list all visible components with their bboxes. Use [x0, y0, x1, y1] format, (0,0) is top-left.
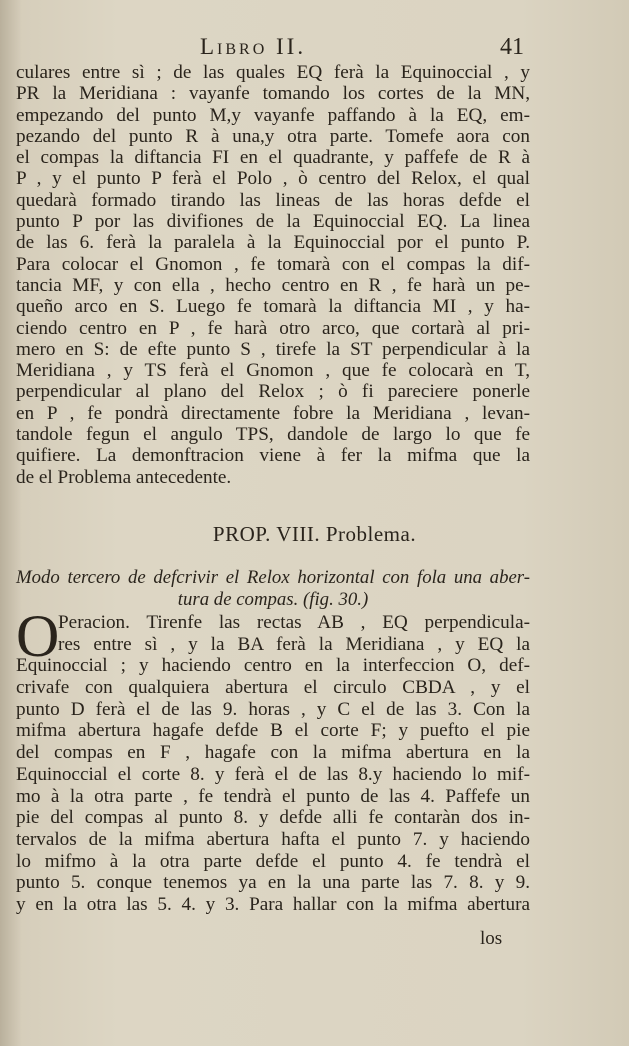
text-line: el compas la diftancia FI en el quadrante, y paffefe de R à	[16, 147, 530, 169]
text-line: lo mifmo à la otra parte defde el punto 4. fe tendrà el	[16, 850, 530, 872]
drop-cap: O	[16, 603, 60, 669]
text-line: mo à la otra parte , fe tendrà el punto de las 4. Paffefe un	[16, 785, 530, 807]
running-head: Libro II.	[200, 34, 307, 59]
text-line: crivafe con qualquiera abertura el circulo CBDA , y el	[16, 677, 530, 699]
text-line: Para colocar el Gnomon , fe tomarà con el compas la dif-	[16, 253, 530, 275]
text-line: Equinoccial el corte 8. y ferà el de las 8.y haciendo lo mif-	[16, 763, 530, 785]
page-number: 41	[500, 34, 524, 60]
subtitle-line: tura de compas. (fig. 30.)	[177, 589, 369, 610]
text-line: de las 6. ferà la paralela à la Equinoccial por el punto P.	[16, 232, 530, 254]
text-line: del compas en F , hagafe con la mifma abertura en la	[16, 742, 530, 764]
paragraph-2	[16, 603, 530, 916]
text-line: quedarà formado tirando las lineas de las horas defde el	[16, 189, 530, 211]
text-line: ciendo centro en P , fe harà otro arco, que cortarà al pri-	[16, 317, 530, 339]
paragraph-1	[16, 62, 530, 488]
text-line: de el Problema antecedente.	[16, 466, 232, 488]
text-line: queño arco en S. Luego fe tomarà la diftancia MI , y ha-	[16, 296, 530, 318]
text-line: punto D ferà el de las 9. horas , y C el de las 3. Con la	[16, 698, 530, 720]
text-line: PR la Meridiana : vayanfe tomando los cortes de la MN,	[16, 83, 530, 105]
text-line: mero en S: de efte punto S , tirefe la ST perpendicular à la	[16, 338, 530, 360]
catchword: los	[480, 928, 503, 949]
text-line: punto P por las divifiones de la Equinoccial EQ. La linea	[16, 211, 530, 233]
subtitle-line: Modo tercero de defcrivir el Relox horizontal con fola una aber-	[16, 567, 530, 588]
text-line: res entre sì , y la BA ferà la Meridiana , y EQ la	[58, 633, 530, 655]
text-line: punto 5. conque tenemos ya en la una parte las 7. 8. y 9.	[16, 872, 530, 894]
text-line: quifiere. La demonftracion viene à fer la mifma que la	[16, 445, 530, 467]
text-line: perpendicular al plano del Relox ; ò fi pareciere ponerle	[16, 381, 530, 403]
text-line: en P , fe pondrà directamente fobre la Meridiana , levan-	[16, 402, 530, 424]
text-line: Peracion. Tirenfe las rectas AB , EQ perpendicula-	[58, 612, 530, 633]
text-line: tervalos de la mifma abertura hafta el punto 7. y haciendo	[16, 828, 530, 850]
text-line: P , y el punto P ferà el Polo , ò centro del Relox, el qual	[16, 168, 530, 190]
proposition-subtitle	[16, 567, 530, 611]
text-line: Meridiana , y TS ferà el Gnomon , que fe colocarà en T,	[16, 360, 530, 382]
text-line: tancia MF, y con ella , hecho centro en R , fe harà un pe-	[16, 274, 530, 296]
text-line: mifma abertura hagafe defde B el corte F; y puefto el pie	[16, 720, 530, 742]
text-line: culares entre sì ; de las quales EQ ferà la Equinoccial , y	[16, 62, 530, 83]
text-line: tandole fegun el angulo TPS, dandole de largo lo que fe	[16, 424, 530, 446]
text-line: pie del compas al punto 8. y defde alli fe contaràn dos in-	[16, 807, 530, 829]
text-line: pezando del punto R à una,y otra parte. Tomefe aora con	[16, 125, 530, 147]
text-line: empezando del punto M,y vayanfe paffando à la EQ, em-	[16, 104, 530, 126]
proposition-title: PROP. VIII. Problema.	[212, 522, 417, 546]
text-line: y en la otra las 5. 4. y 3. Para hallar con la mifma abertura	[16, 893, 530, 915]
text-line: Equinoccial ; y haciendo centro en la interfeccion O, def-	[16, 655, 530, 677]
